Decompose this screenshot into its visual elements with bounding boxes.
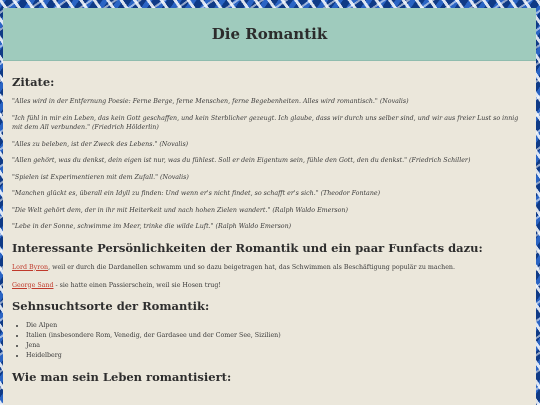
page-title: Die Romantik bbox=[211, 25, 328, 43]
quote: "Ich fühl in mir ein Leben, das kein Gott geschaffen, und kein Sterblicher gezeugt. Ich glaube, dass wir durch uns selber sind, und wir aus freier Lust so innig mit dem All verbunden." (Friedrich Hölderlin) bbox=[12, 114, 519, 131]
quotes-heading: Zitate: bbox=[12, 75, 55, 89]
places-list bbox=[12, 321, 527, 361]
page-header bbox=[3, 8, 536, 61]
people-heading: Interessante Persönlichkeiten der Romantik und ein paar Funfacts dazu: bbox=[12, 240, 483, 255]
fact-george-sand bbox=[12, 281, 527, 290]
list-item: • Italien (insbesondere Rom, Venedig, der Gardasee und der Comer See, Sizilien) bbox=[26, 331, 527, 341]
quote: "Die Welt gehört dem, der in ihr mit Heiterkeit und nach hohen Zielen wandert." (Ralph Waldo Emerson) bbox=[12, 206, 348, 214]
quote: "Alles zu beleben, ist der Zweck des Lebens." (Novalis) bbox=[12, 140, 189, 148]
quote: "Allen gehört, was du denkst, dein eigen ist nur, was du fühlest. Soll er dein Eigentum sein, fühle den Gott, den du denkst." (Friedrich Schiller) bbox=[12, 157, 471, 164]
quote: "Manchen glückt es, überall ein Idyll zu finden: Und wenn er's nicht findet, so schafft er's sich." (Theodor Fontane) bbox=[12, 190, 381, 197]
quote: "Spielen ist Experimentieren mit dem Zufall." (Novalis) bbox=[12, 173, 189, 181]
quote: "Alles wird in der Entfernung Poesie: Ferne Berge, ferne Menschen, ferne Begebenheiten. Alles wird romantisch." (Novalis) bbox=[12, 98, 409, 105]
list-item: • Die Alpen bbox=[26, 321, 527, 331]
main-content bbox=[3, 61, 536, 384]
lord-byron-link[interactable]: Lord Byron bbox=[12, 263, 49, 271]
george-sand-link[interactable]: George Sand bbox=[12, 281, 54, 289]
page bbox=[3, 8, 536, 405]
fact-text: , weil er durch die Dardanellen schwamm und so dazu beigetragen hat, das Schwimmen als Beschäftigung populär zu machen. bbox=[48, 263, 455, 271]
fact-text: - sie hatte einen Passierschein, weil sie Hosen trug! bbox=[53, 281, 221, 289]
fact-lord-byron bbox=[12, 263, 527, 272]
list-item: • Heidelberg bbox=[26, 351, 527, 361]
places-heading: Sehnsuchtsorte der Romantik: bbox=[12, 298, 210, 313]
romanticize-heading: Wie man sein Leben romantisiert: bbox=[12, 369, 232, 384]
quote: "Lebe in der Sonne, schwimme im Meer, trinke die wilde Luft." (Ralph Waldo Emerson) bbox=[12, 223, 292, 230]
list-item: • Jena bbox=[26, 341, 527, 351]
